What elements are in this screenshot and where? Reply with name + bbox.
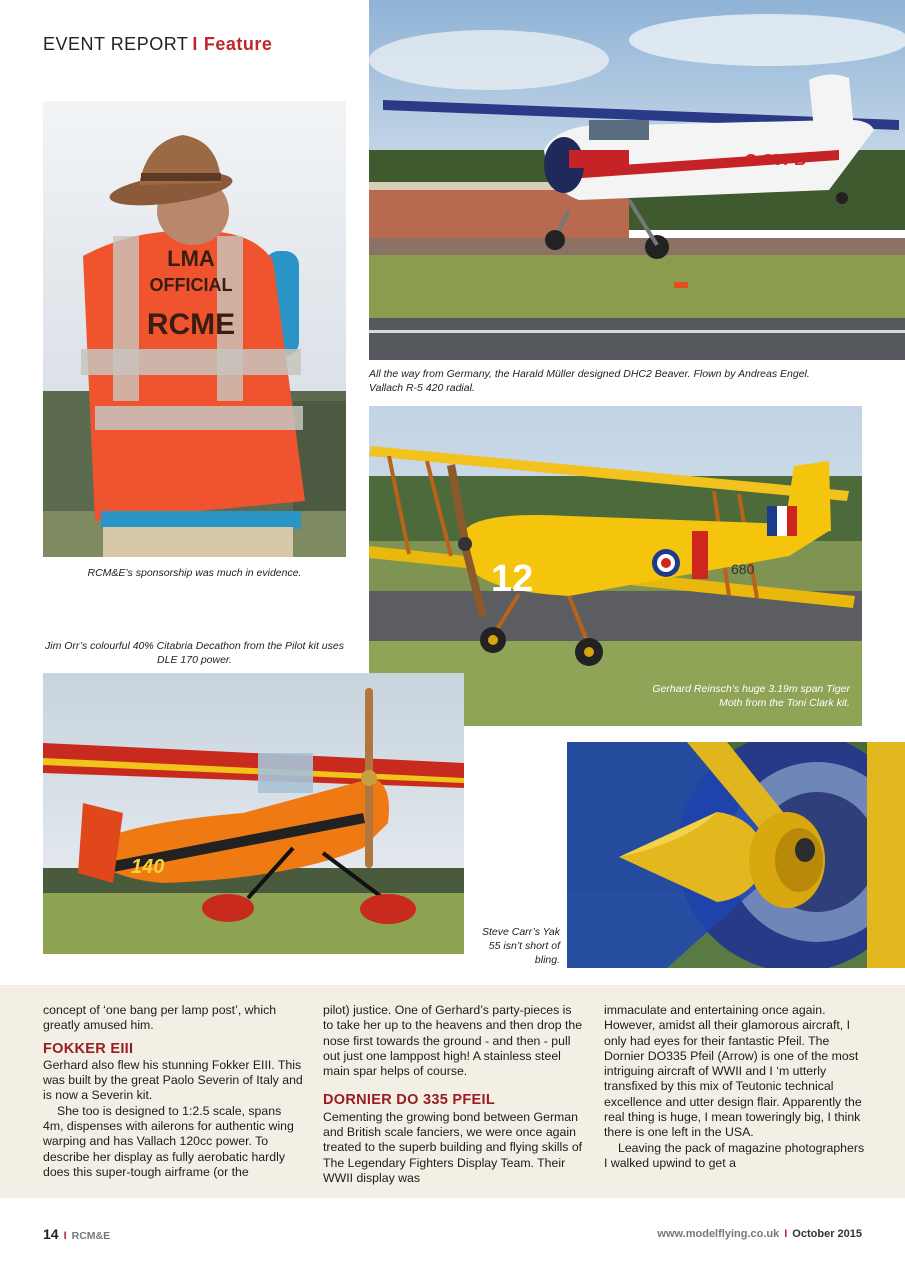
footer-page-info bbox=[43, 1226, 110, 1242]
feature-label: Feature bbox=[203, 34, 273, 54]
caption-tiger-moth: Gerhard Reinsch’s huge 3.19m span Tiger Moth from the Toni Clark kit. bbox=[652, 683, 850, 709]
col1-paragraph-2: Gerhard also flew his stunning Fokker EIII. This was built by the great Paolo Severin of Italy and is now a Severin kit. bbox=[43, 1057, 303, 1103]
beaver-illustration bbox=[369, 0, 905, 360]
vest-text-rcme: RCME bbox=[146, 308, 236, 341]
col2-paragraph-2: Cementing the growing bond between German and British scale fanciers, we were once again treated to the superb building and flying skills of The Legendary Fighters Display Team. Their WWII display was bbox=[323, 1109, 583, 1185]
footer-separator-left: I bbox=[63, 1230, 67, 1242]
lma-official-illustration bbox=[43, 101, 346, 557]
issue-date: October 2015 bbox=[792, 1228, 862, 1240]
photo-dhc2-beaver bbox=[369, 0, 905, 360]
beaver-registration: C-GVPB bbox=[744, 152, 807, 169]
photo-lma-official bbox=[43, 101, 346, 557]
citabria-illustration bbox=[43, 673, 464, 954]
col3-paragraph-1: immaculate and entertaining once again. However, amidst all their glamorous aircraft, I only had eyes for their fantastic Pfeil. The Dornier DO335 Pfeil (Arrow) is one of the most intriguing aircraft of WWII and I ‘m utterly transfixed by this mix of Teutonic technical excellence and utter design flair. Apparently the real thing is huge, I mean toweringly big, I think there is one left in the USA. bbox=[604, 1003, 862, 1140]
col2-paragraph-1: pilot) justice. One of Gerhard’s party-pieces is to take her up to the heavens and then drop the nose first towards the ground - and then - pull out just one lamppost high! A stainless steel main spar helps of course. bbox=[323, 1003, 583, 1079]
yak-spinner-illustration bbox=[567, 742, 905, 968]
section-label: EVENT REPORT bbox=[43, 34, 189, 54]
page-number: 14 bbox=[43, 1226, 59, 1242]
article-column-3 bbox=[604, 1003, 866, 1171]
heading-fokker-eiii: FOKKER EIII bbox=[43, 1040, 134, 1057]
caption-beaver: All the way from Germany, the Harald Müller designed DHC2 Beaver. Flown by Andreas Engel. Vallach R-5 420 radial. bbox=[369, 368, 810, 394]
footer-separator-right: I bbox=[784, 1228, 788, 1240]
vest-text-official: OFFICIAL bbox=[149, 275, 233, 295]
photo-yak-spinner bbox=[567, 742, 905, 968]
tiger-moth-number: 12 bbox=[491, 558, 534, 600]
citabria-fuselage-number: 140 bbox=[131, 856, 165, 878]
tiger-moth-tail-number: 680 bbox=[731, 561, 755, 577]
heading-dornier-do335: DORNIER DO 335 PFEIL bbox=[323, 1092, 495, 1109]
col3-paragraph-2: Leaving the pack of magazine photographers I walked upwind to get a bbox=[604, 1140, 865, 1170]
vest-text-lma: LMA bbox=[167, 246, 215, 271]
col1-paragraph-1: concept of ‘one bang per lamp post’, which greatly amused him. bbox=[43, 1003, 277, 1033]
footer-issue-info bbox=[657, 1228, 862, 1240]
caption-yak: Steve Carr’s Yak 55 isn’t short of bling. bbox=[481, 926, 560, 966]
header-separator: I bbox=[192, 34, 198, 54]
article-column-1 bbox=[43, 1003, 305, 1180]
caption-citabria: Jim Orr’s colourful 40% Citabria Decathon from the Pilot kit uses DLE 170 power. bbox=[45, 640, 344, 666]
col1-paragraph-3: She too is designed to 1:2.5 scale, spans 4m, dispenses with ailerons for authentic wing warping and has Vallach 120cc power. To describe her display as fully aerobatic hardly does this super-tough airframe (or the bbox=[43, 1103, 294, 1179]
footer-url[interactable]: www.modelflying.co.uk bbox=[657, 1228, 780, 1240]
caption-official: RCM&E’s sponsorship was much in evidence. bbox=[87, 567, 302, 579]
article-column-2 bbox=[323, 1003, 585, 1186]
section-header bbox=[43, 34, 272, 55]
magazine-name: RCM&E bbox=[71, 1230, 111, 1242]
photo-citabria-decathon bbox=[43, 673, 464, 954]
